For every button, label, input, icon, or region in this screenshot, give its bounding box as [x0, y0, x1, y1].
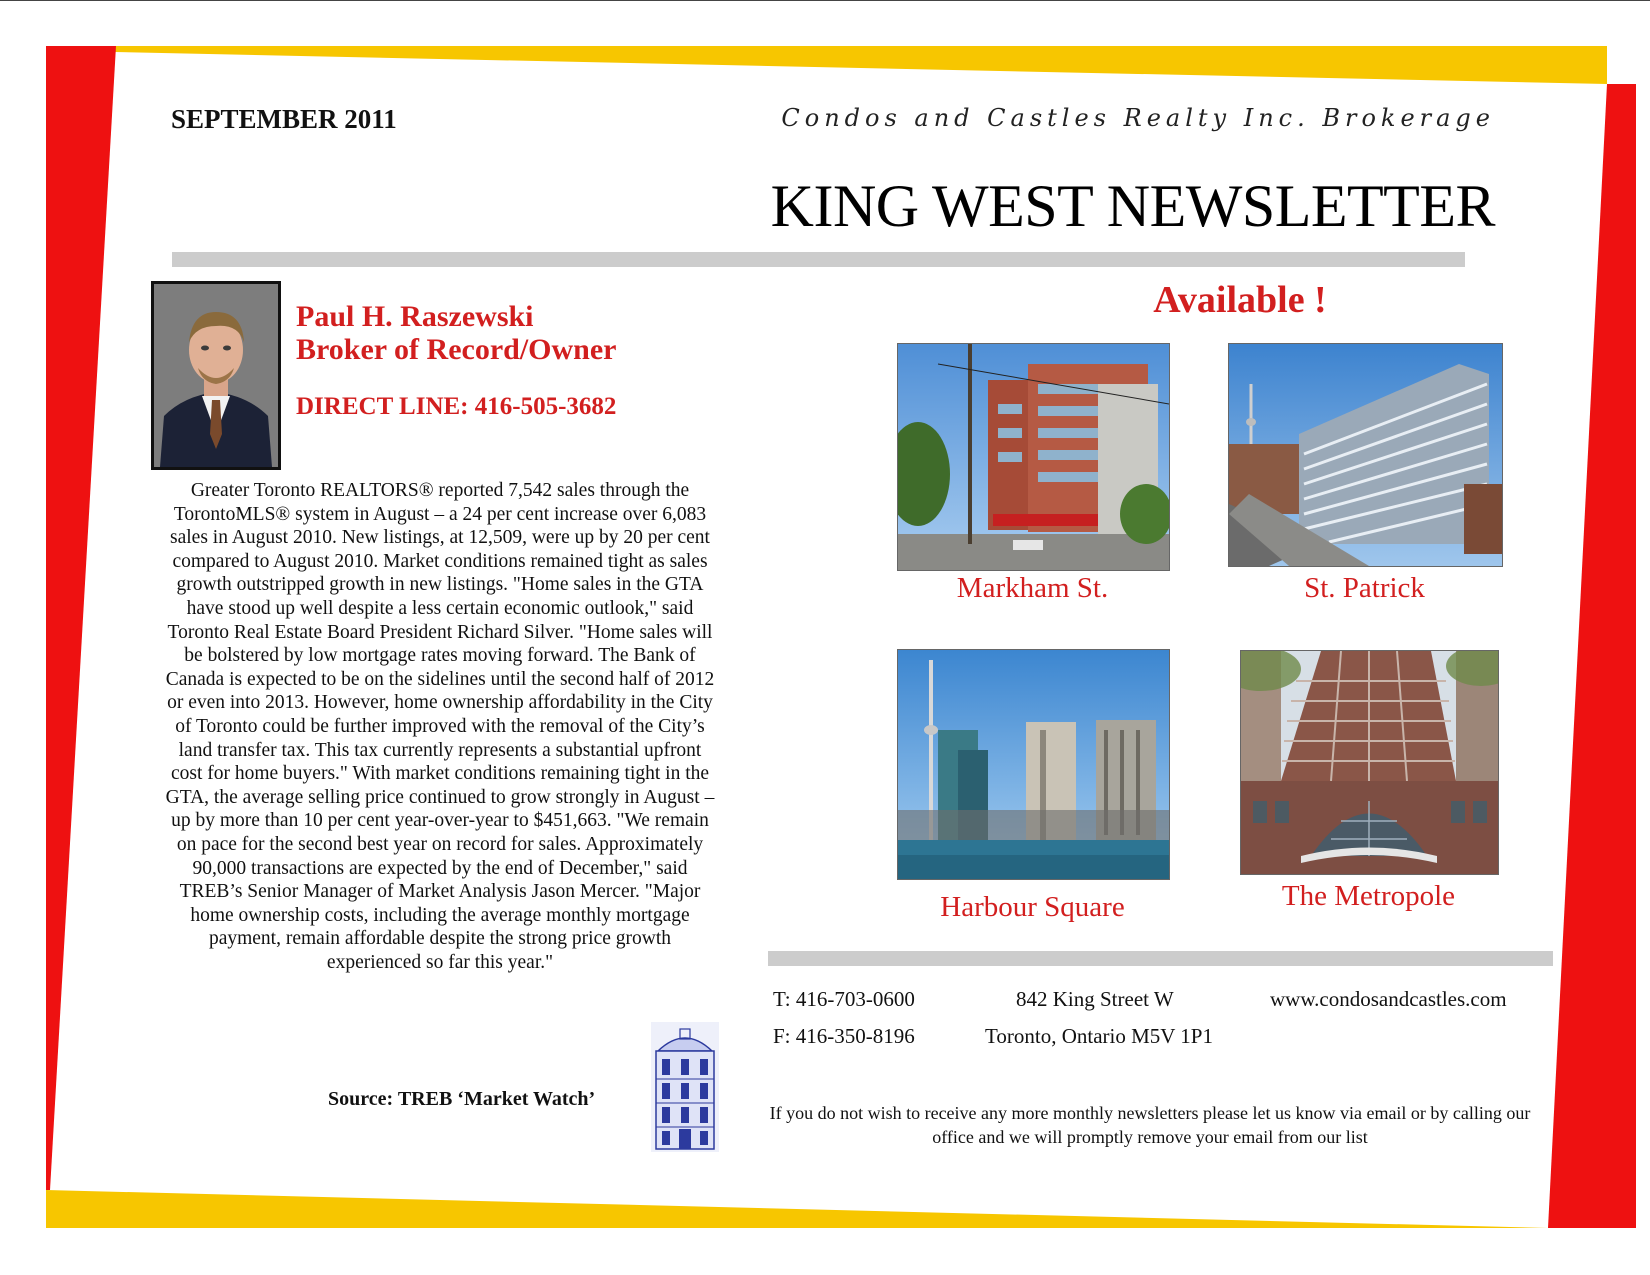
frame-yellow-top — [115, 46, 1607, 84]
frame-red-left — [46, 46, 116, 1190]
listing-caption-metropole: The Metropole — [1281, 880, 1456, 912]
frame-red-right — [1548, 84, 1636, 1228]
footer-divider — [768, 951, 1553, 966]
contact-city: Toronto, Ontario M5V 1P1 — [985, 1024, 1213, 1048]
building-logo-icon — [650, 1021, 720, 1153]
contact-street: 842 King Street W — [1016, 987, 1174, 1011]
listing-photo-markham — [897, 343, 1170, 571]
article-body: Greater Toronto REALTORS® reported 7,542 sales through the TorontoMLS® system in August – a 24 per cent increase over 6,083 sales in August 2010. New listings, at 12,509, were up by 20 per cent compared to August 2010. Market conditions remained tight as sales growth outstripped growth in new listings. "Home sales in the GTA have stood up well despite a less certain economic outlook," said Toronto Real Estate Board President Richard Silver. "Home sales will be bolstered by low mortgage rates moving forward. The Bank of Canada is expected to be on the sidelines until the second half of 2012 or even into 2013. However, home ownership affordability in the City of Toronto could be further improved with the removal of the City’s land transfer tax. This tax currently represents a substantial upfront cost for home buyers." With market conditions remaining tight in the GTA, the average selling price continued to grow strongly in August – up by more than 10 per cent year-over-year to $451,663. "We remain on pace for the second best year on record for sales. Approximately 90,000 transactions are expected by the end of December," said TREB’s Senior Manager of Market Analysis Jason Mercer. "Major home ownership costs, including the average monthly mortgage payment, remain affordable despite the strong price growth experienced so far this year." — [165, 480, 715, 973]
unsubscribe-notice: If you do not wish to receive any more monthly newsletters please let us know via email or by calling our office and we will promptly remove your email from our list — [769, 1103, 1531, 1147]
website-link[interactable]: www.condosandcastles.com — [1270, 987, 1507, 1011]
broker-name-block — [296, 300, 617, 366]
listing-caption-st-patrick: St. Patrick — [1304, 572, 1425, 604]
broker-photo — [151, 281, 281, 470]
broker-direct-line: DIRECT LINE: 416-505-3682 — [296, 393, 617, 420]
newsletter-title: KING WEST NEWSLETTER — [770, 173, 1495, 239]
header-divider — [172, 252, 1465, 267]
contact-phone: T: 416-703-0600 — [773, 987, 915, 1011]
contact-fax: F: 416-350-8196 — [773, 1024, 915, 1048]
listing-caption-harbour-square: Harbour Square — [940, 891, 1125, 923]
market-article — [162, 479, 718, 974]
listing-photo-harbour-square — [897, 649, 1170, 880]
broker-name: Paul H. Raszewski — [296, 300, 534, 333]
listing-caption-markham: Markham St. — [956, 572, 1109, 604]
newsletter-date: SEPTEMBER 2011 — [171, 104, 397, 134]
listing-photo-st-patrick — [1228, 343, 1503, 567]
available-heading: Available ! — [1153, 279, 1327, 321]
listing-photo-metropole — [1240, 650, 1499, 875]
frame-yellow-bottom — [46, 1190, 1548, 1228]
article-source: Source: TREB ‘Market Watch’ — [328, 1088, 596, 1110]
broker-role: Broker of Record/Owner — [296, 333, 617, 366]
company-name: Condos and Castles Realty Inc. Brokerage — [781, 104, 1495, 132]
